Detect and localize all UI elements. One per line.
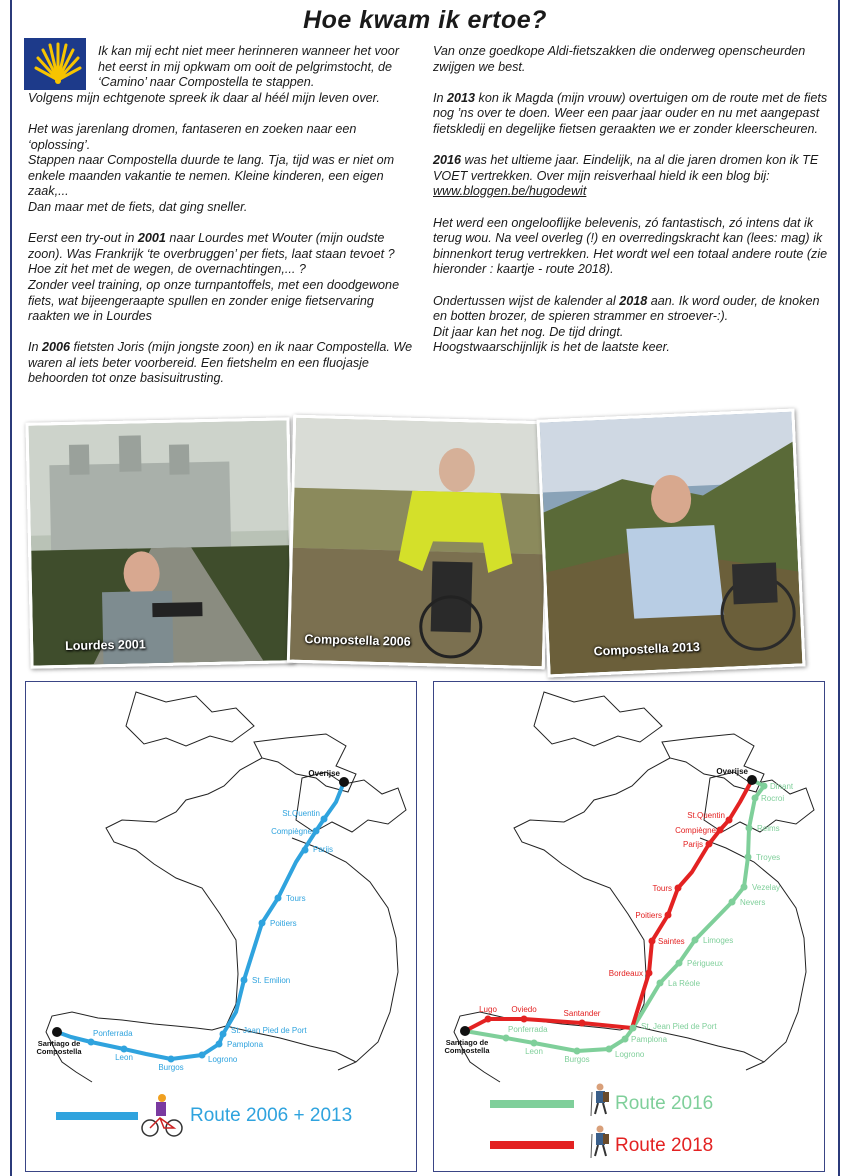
town-2016-burgos-dot [574, 1048, 581, 1055]
town-2018-saintes-dot [649, 938, 656, 945]
town-2016-ponferrada-label: Ponferrada [508, 1025, 548, 1034]
hiker-icon-2018 [591, 1126, 609, 1159]
left-para-2c: Dan maar met de fiets, dat ging sneller. [28, 199, 248, 214]
town-2016-reims-dot [746, 825, 753, 832]
town-pamplona-label: Pamplona [227, 1040, 264, 1049]
santiago-marker [460, 1026, 470, 1036]
left-para-2b: Stappen naar Compostella duurde te lang. Tja, tijd was er niet om enkele maanden vakantie te nemen. Kleine kinderen, een eigen zaak,... [28, 153, 395, 199]
town-tours-label: Tours [286, 894, 306, 903]
blog-link[interactable]: www.bloggen.be/hugodewit [433, 184, 587, 199]
santiago-label-line1: Santiago de [445, 1038, 489, 1047]
town-2016-rocroi-dot [752, 795, 759, 802]
town-st-quentin-label: St.Quentin [282, 809, 320, 818]
town-2016-nevers-label: Nevers [740, 898, 766, 907]
legend-label-2018: Route 2018 [615, 1135, 714, 1156]
town-2016-rocroi-label: Rocroi [761, 794, 785, 803]
right-para-1: Van onze goedkope Aldi-fietszakken die onderweg openscheurden zwijgen we best. [433, 44, 806, 74]
year-2013: 2013 [447, 90, 476, 105]
left-para-3-post: naar Lourdes met Wouter (mijn oudste zoon). Was Frankrijk ‘te overbruggen’ per fiets, laat staan tevoet ? Hoe zit het met de wegen, de overnachtingen,... ? [28, 231, 395, 277]
town-parijs-label: Parijs [313, 845, 334, 854]
right-para-5c: Hoogstwaarschijnlijk is het de laatste keer. [433, 340, 670, 355]
photo-caption-3: Compostella 2013 [593, 639, 701, 659]
right-para-2-post: kon ik Magda (mijn vrouw) overtuigen om de route met de fiets nog ’ns over te doen. Weer een paar jaar ouder en nu met aangepast fietskledij en degelijke fietsen geraakten we er zonder kleerscheuren. [433, 90, 828, 136]
town-logrono-label: Logrono [208, 1055, 238, 1064]
town-2016-burgos-label: Burgos [564, 1055, 590, 1064]
left-text-column [28, 44, 416, 403]
route-2006-2013-line [57, 782, 344, 1059]
town-2018-poitiers-label: Poitiers [635, 911, 662, 920]
town-2016-dinant-label: Dinant [770, 782, 794, 791]
town-2018-parijs-label: Parijs [682, 840, 703, 849]
cyclist-icon [142, 1094, 182, 1136]
left-para-2: Het was jarenlang dromen, fantaseren en zoeken naar een ‘oplossing’. [28, 121, 357, 152]
town-2016-vezelay-label: Vezelay [752, 883, 781, 892]
page-title: Hoe kwam ik ertoe? [303, 6, 547, 34]
town-2016-troyes-label: Troyes [756, 853, 781, 862]
photo-compostella-2006 [287, 415, 551, 670]
town-2018-lugo-label: Lugo [479, 1005, 497, 1014]
town-2016-st-jean-pied-de-port-label: St. Jean Pied de Port [641, 1022, 717, 1031]
right-text-column [433, 44, 829, 371]
town-leon-label: Leon [115, 1053, 133, 1062]
santiago-label-line2: Compostella [444, 1046, 490, 1055]
town-st-emilion-label: St. Emilion [252, 976, 291, 985]
town-2016-p-rigueux-dot [676, 960, 683, 967]
town-2018-saintes-label: Saintes [658, 937, 685, 946]
right-para-5-post: aan. Ik word ouder, de knoken en botten brozer, de spieren strammer en stroever-:). [433, 293, 820, 324]
left-para-3b: Zonder veel training, op onze turnpantoffels, met een doodgewone fiets, wat bijeengeraapte spullen en zonder enige fietservaring raakten we in Lourdes [28, 277, 400, 324]
town-leon-dot [121, 1046, 128, 1053]
town-logrono-dot [199, 1052, 206, 1059]
right-para-3-post: was het ultieme jaar. Eindelijk, na al die jaren dromen kon ik TE VOET vertrekken. Over mijn reisverhaal hield ik een blog bij: [433, 153, 819, 183]
hiker-icon-2016 [591, 1084, 609, 1117]
santiago-marker [52, 1027, 62, 1037]
town-2018-st-quentin-label: St.Quentin [687, 811, 725, 820]
left-para-4-post: fietsten Joris (mijn jongste zoon) en ik naar Compostella. We waren al iets beter voorbereid. Een fietshelm en een fluojasje behoorden tot onze basisuitrusting. [28, 340, 413, 386]
year-2016: 2016 [433, 153, 462, 168]
town-2016-troyes-dot [745, 854, 752, 861]
town-poitiers-dot [259, 920, 266, 927]
town-2016-leon-dot [531, 1040, 538, 1047]
town-2016-vezelay-dot [741, 884, 748, 891]
photo-caption-2: Compostella 2006 [304, 632, 411, 649]
town-2016-pamplona-label: Pamplona [631, 1035, 668, 1044]
town-2018-bordeaux-label: Bordeaux [608, 969, 643, 978]
town-2016-limoges-label: Limoges [703, 936, 734, 945]
left-para-1: Ik kan mij echt niet meer herinneren wanneer het voor het eerst in mij opkwam om ooit de pelgrimstocht, de ‘Camino’ naar Compostella te stappen. [98, 44, 400, 90]
left-para-4-pre: In [28, 340, 43, 355]
town-2016-la-r-ole-dot [657, 980, 664, 987]
town-2018-santander-label: Santander [563, 1009, 601, 1018]
left-para-1b: Volgens mijn echtgenote spreek ik daar al héél mijn leven over. [28, 90, 380, 105]
town-2016-reims-label: Reims [757, 824, 780, 833]
santiago-label-line1: Santiago de [37, 1039, 81, 1048]
town-2016-logrono-dot [606, 1046, 613, 1053]
town-burgos-label: Burgos [158, 1063, 184, 1072]
right-para-5b: Dit jaar kan het nog. De tijd dringt. [433, 324, 624, 339]
year-2006: 2006 [42, 340, 71, 355]
town-ponferrada-dot [88, 1039, 95, 1046]
town-2018-st-quentin-dot [726, 817, 733, 824]
map-route-2006-2013 [25, 681, 417, 1172]
right-para-4: Het werd een ongelooflijke belevenis, zó fantastisch, zó intens dat ik terug wou. Na veel overleg (!) en overredingskracht kan (lees: mag) ik binnenkort terug vertrekken. Het wordt wel een totaal andere route (zie hieronder : kaartje - route 2018). [433, 215, 828, 277]
right-para-2-pre: In [433, 90, 448, 105]
town-2018-oviedo-label: Oviedo [511, 1005, 537, 1014]
overijse-label: Overijse [716, 767, 748, 776]
town-2016-nevers-dot [729, 899, 736, 906]
town-st-emilion-dot [241, 977, 248, 984]
overijse-label: Overijse [308, 769, 340, 778]
photo-lourdes-2001 [25, 417, 294, 668]
town-2018-lugo-dot [485, 1016, 492, 1023]
town-2018-bordeaux-dot [646, 970, 653, 977]
town-2016-st-jean-pied-de-port-dot [630, 1025, 637, 1032]
route-2016-line [465, 780, 764, 1051]
overijse-marker [339, 777, 349, 787]
town-pamplona-dot [216, 1041, 223, 1048]
town-2018-compi-gne-label: Compiègne [675, 826, 716, 835]
town-burgos-dot [168, 1056, 175, 1063]
town-2016-ponferrada-dot [503, 1035, 510, 1042]
town-2018-parijs-dot [706, 841, 713, 848]
map-route-2016-2018 [433, 681, 825, 1172]
town-st-quentin-dot [321, 816, 328, 823]
town-2016-p-rigueux-label: Périgueux [687, 959, 724, 968]
town-2018-tours-dot [675, 885, 682, 892]
town-2016-la-r-ole-label: La Réole [668, 979, 701, 988]
year-2001: 2001 [137, 231, 166, 246]
town-2016-leon-label: Leon [525, 1047, 543, 1056]
town-2018-oviedo-dot [521, 1016, 528, 1023]
photo-compostella-2013 [536, 408, 805, 677]
overijse-marker [747, 775, 757, 785]
left-para-3-pre: Eerst een try-out in [28, 231, 138, 246]
legend-label-2006-2013: Route 2006 + 2013 [190, 1105, 353, 1126]
town-2016-dinant-dot [761, 783, 768, 790]
town-2018-poitiers-dot [665, 912, 672, 919]
town-parijs-dot [302, 847, 309, 854]
right-para-5-pre: Ondertussen wijst de kalender al [433, 293, 620, 308]
town-ponferrada-label: Ponferrada [93, 1029, 133, 1038]
legend-label-2016: Route 2016 [615, 1093, 714, 1114]
town-compi-gne-dot [313, 828, 320, 835]
town-st-jean-pied-de-port-dot [220, 1031, 227, 1038]
year-2018: 2018 [619, 293, 648, 308]
town-2016-limoges-dot [692, 937, 699, 944]
town-2016-pamplona-dot [622, 1036, 629, 1043]
town-2018-santander-dot [579, 1020, 586, 1027]
town-poitiers-label: Poitiers [270, 919, 297, 928]
town-compi-gne-label: Compiègne [271, 827, 312, 836]
town-2018-compi-gne-dot [717, 827, 724, 834]
santiago-label-line2: Compostella [36, 1047, 82, 1056]
scallop-shell-logo [24, 38, 86, 90]
town-st-jean-pied-de-port-label: St. Jean Pied de Port [231, 1026, 307, 1035]
photo-caption-1: Lourdes 2001 [64, 637, 146, 654]
town-tours-dot [275, 895, 282, 902]
town-2018-tours-label: Tours [652, 884, 672, 893]
town-2016-logrono-label: Logrono [615, 1050, 645, 1059]
